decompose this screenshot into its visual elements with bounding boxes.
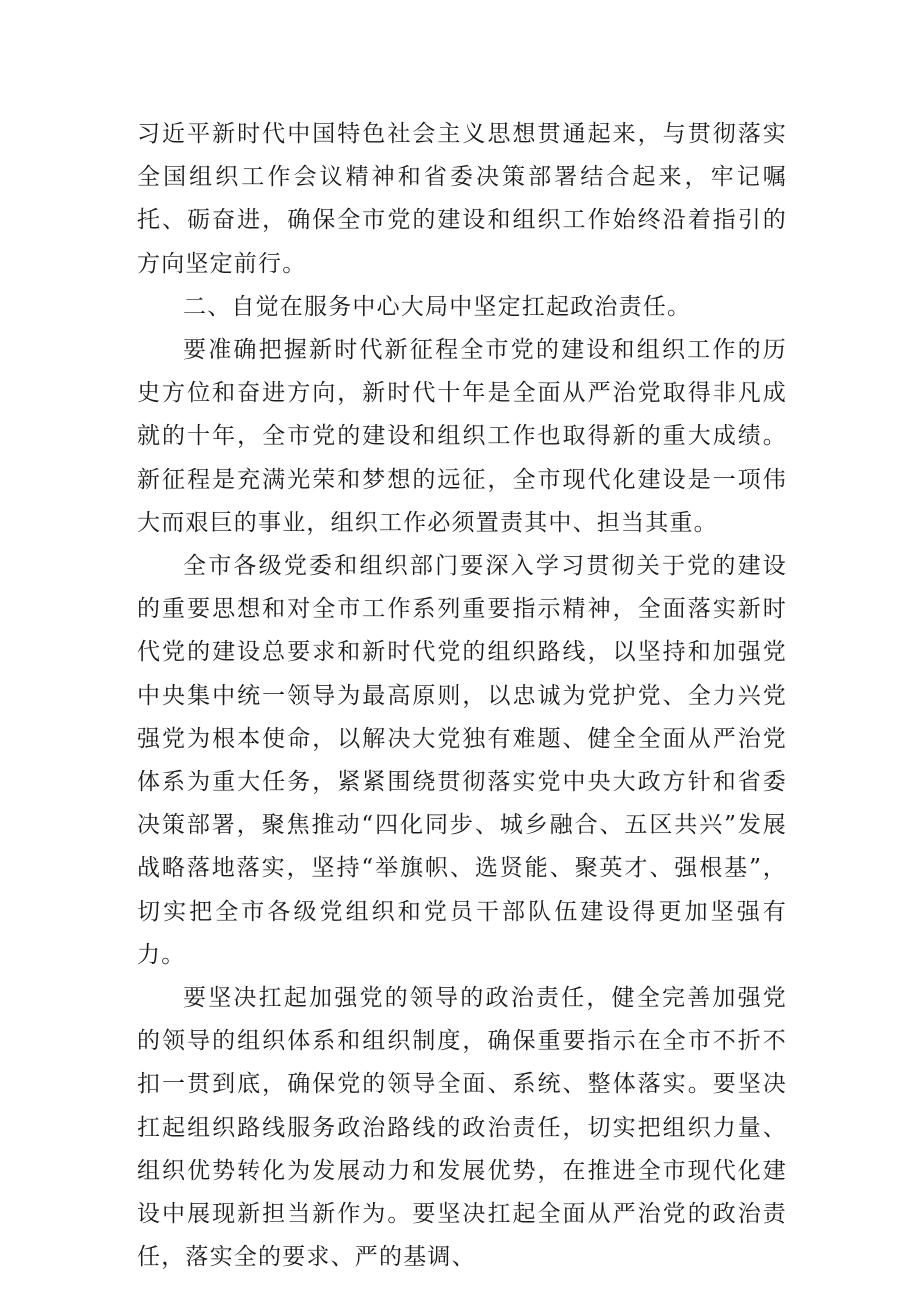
- paragraph-party-committees: 全市各级党委和组织部门要深入学习贯彻关于党的建设的重要思想和对全市工作系列重要指示精神，全面落实新时代党的建设总要求和新时代党的组织路线，以坚持和加强党中央集中统一领导为最高原则，以忠诚为党护党、全力兴党强党为根本使命，以解决大党独有难题、健全全面从严治党体系为重大任务，紧紧围绕贯彻落实党中央大政方针和省委决策部署，聚焦推动“四化同步、城乡融合、五区共兴”发展战略落地落实，坚持“举旗帜、选贤能、聚英才、强根基”，切实把全市各级党组织和党员干部队伍建设得更加坚强有力。: [137, 553, 787, 968]
- section-heading: 二、自觉在服务中心大局中坚定扛起政治责任。: [183, 293, 692, 320]
- paragraph-political-responsibility: 要坚决扛起加强党的领导的政治责任，健全完善加强党的领导的组织体系和组织制度，确保重要指示在全市不折不扣一贯到底，确保党的领导全面、系统、整体落实。要坚决扛起组织路线服务政治路线的政治责任，切实把组织力量、组织优势转化为发展动力和发展优势，在推进全市现代化建设中展现新担当新作为。要坚决扛起全面从严治党的政治责任，落实全的要求、严的基调、: [137, 985, 787, 1271]
- paragraph-continuation: 习近平新时代中国特色社会主义思想贯通起来，与贯彻落实全国组织工作会议精神和省委决策部署结合起来，牢记嘱托、砺奋进，确保全市党的建设和组织工作始终沿着指引的方向坚定前行。: [137, 121, 787, 277]
- document-body: [137, 113, 787, 1279]
- paragraph-historical-position: 要准确把握新时代新征程全市党的建设和组织工作的历史方位和奋进方向，新时代十年是全面从严治党取得非凡成就的十年，全市党的建设和组织工作也取得新的重大成绩。新征程是充满光荣和梦想的远征，全市现代化建设是一项伟大而艰巨的事业，组织工作必须置责其中、担当其重。: [137, 337, 787, 536]
